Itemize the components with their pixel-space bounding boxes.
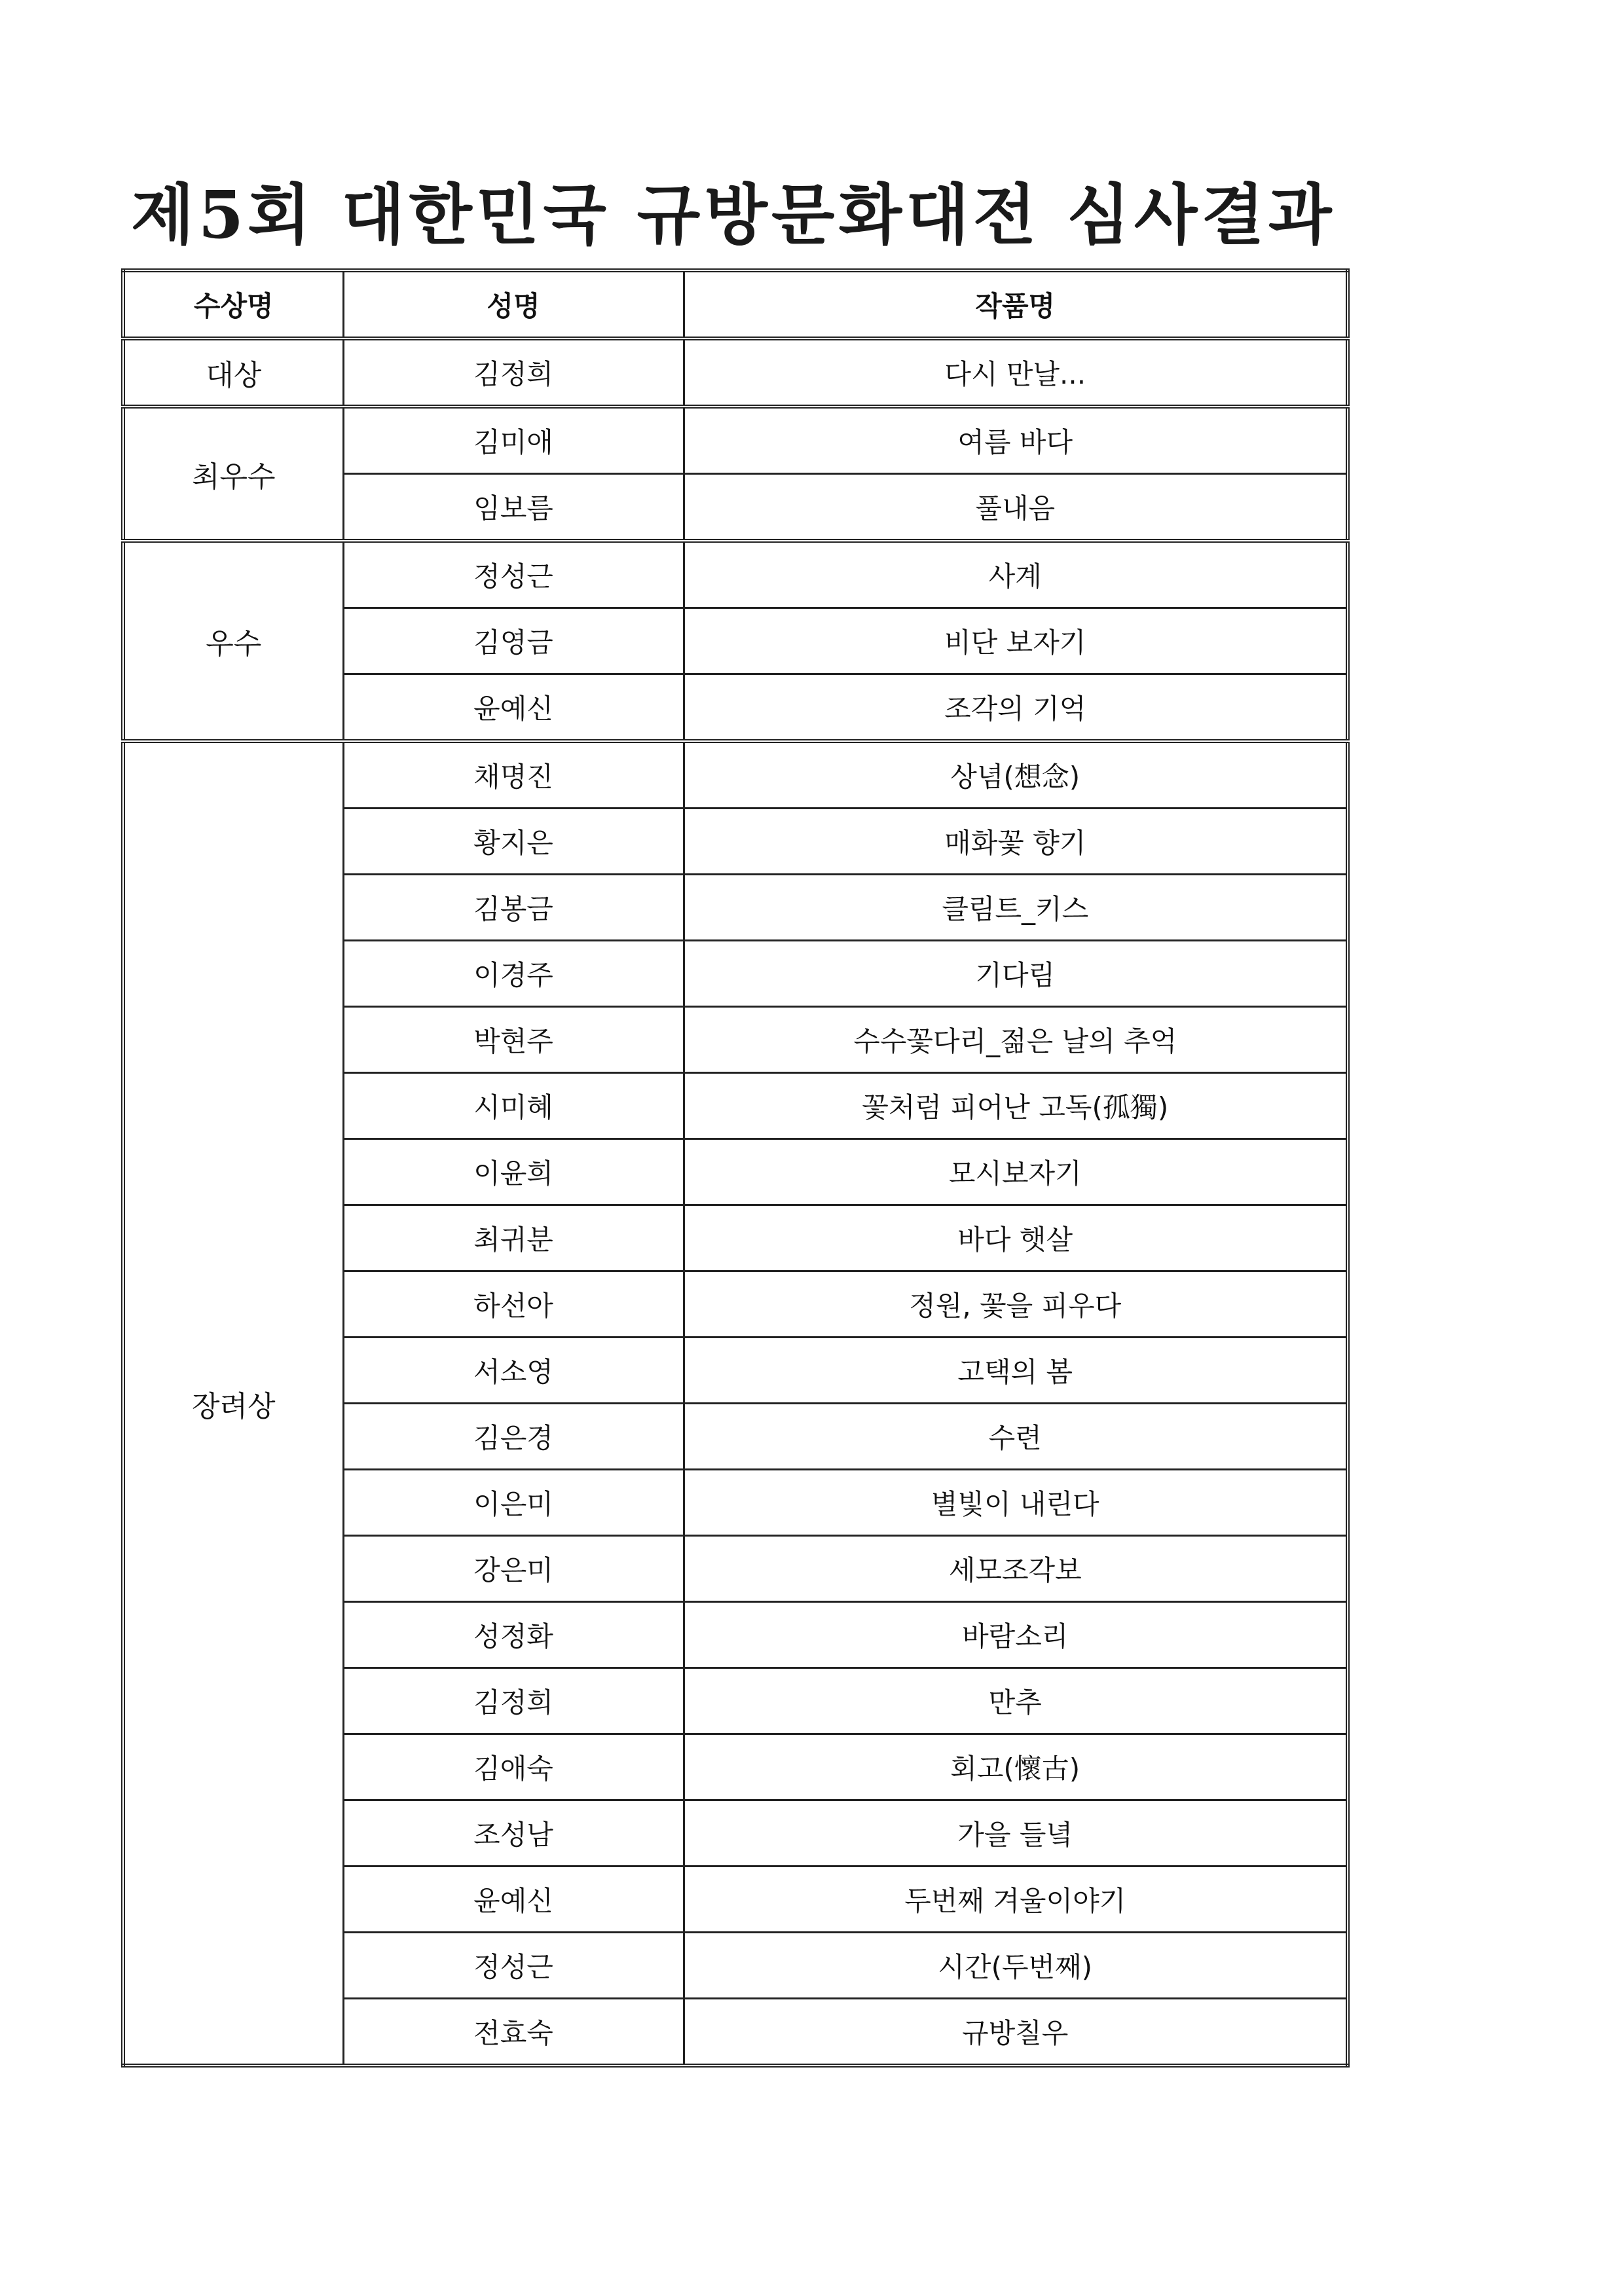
work-cell: 수수꽃다리_젊은 날의 추억	[684, 1007, 1348, 1073]
work-cell: 만추	[684, 1668, 1348, 1734]
name-cell: 황지은	[343, 809, 684, 875]
work-cell: 고택의 봄	[684, 1338, 1348, 1404]
table-row	[123, 541, 1348, 608]
work-cell: 매화꽃 향기	[684, 809, 1348, 875]
work-cell: 상념(想念)	[684, 741, 1348, 809]
name-cell: 김정희	[343, 338, 684, 407]
header-name: 성명	[343, 270, 684, 338]
work-cell: 모시보자기	[684, 1139, 1348, 1205]
table-header	[123, 270, 1348, 338]
work-cell: 수련	[684, 1404, 1348, 1470]
work-cell: 클림트_키스	[684, 875, 1348, 941]
name-cell: 성정화	[343, 1602, 684, 1668]
name-cell: 김애숙	[343, 1734, 684, 1800]
header-row	[123, 270, 1348, 338]
work-cell: 세모조각보	[684, 1536, 1348, 1602]
award-group	[123, 741, 1348, 2066]
name-cell: 채명진	[343, 741, 684, 809]
name-cell: 조성남	[343, 1800, 684, 1867]
work-cell: 바람소리	[684, 1602, 1348, 1668]
work-cell: 두번째 겨울이야기	[684, 1867, 1348, 1933]
name-cell: 김미애	[343, 407, 684, 474]
name-cell: 김영금	[343, 608, 684, 674]
work-cell: 정원, 꽃을 피우다	[684, 1271, 1348, 1338]
work-cell: 조각의 기억	[684, 674, 1348, 742]
name-cell: 김봉금	[343, 875, 684, 941]
name-cell: 윤예신	[343, 674, 684, 742]
name-cell: 임보름	[343, 474, 684, 541]
work-cell: 기다림	[684, 941, 1348, 1007]
name-cell: 이윤희	[343, 1139, 684, 1205]
name-cell: 서소영	[343, 1338, 684, 1404]
award-cell: 대상	[123, 338, 343, 407]
document-title: 제5회 대한민국 규방문화대전 심사결과	[131, 176, 1336, 253]
work-cell: 시간(두번째)	[684, 1933, 1348, 1999]
work-cell: 규방칠우	[684, 1999, 1348, 2066]
table-row	[123, 741, 1348, 809]
award-cell: 장려상	[123, 741, 343, 2066]
work-cell: 꽃처럼 피어난 고독(孤獨)	[684, 1073, 1348, 1139]
name-cell: 이경주	[343, 941, 684, 1007]
work-cell: 회고(懷古)	[684, 1734, 1348, 1800]
work-cell: 비단 보자기	[684, 608, 1348, 674]
header-award: 수상명	[123, 270, 343, 338]
name-cell: 최귀분	[343, 1205, 684, 1271]
name-cell: 김은경	[343, 1404, 684, 1470]
award-group	[123, 407, 1348, 541]
work-cell: 여름 바다	[684, 407, 1348, 474]
name-cell: 전효숙	[343, 1999, 684, 2066]
work-cell: 별빛이 내린다	[684, 1470, 1348, 1536]
name-cell: 정성근	[343, 1933, 684, 1999]
name-cell: 강은미	[343, 1536, 684, 1602]
name-cell: 하선아	[343, 1271, 684, 1338]
name-cell: 박현주	[343, 1007, 684, 1073]
award-cell: 최우수	[123, 407, 343, 541]
work-cell: 바다 햇살	[684, 1205, 1348, 1271]
name-cell: 정성근	[343, 541, 684, 608]
name-cell: 윤예신	[343, 1867, 684, 1933]
award-group	[123, 338, 1348, 407]
award-cell: 우수	[123, 541, 343, 741]
name-cell: 김정희	[343, 1668, 684, 1734]
work-cell: 사계	[684, 541, 1348, 608]
name-cell: 시미혜	[343, 1073, 684, 1139]
name-cell: 이은미	[343, 1470, 684, 1536]
work-cell: 다시 만날...	[684, 338, 1348, 407]
award-group	[123, 541, 1348, 741]
header-work: 작품명	[684, 270, 1348, 338]
work-cell: 가을 들녘	[684, 1800, 1348, 1867]
table-row	[123, 407, 1348, 474]
table-row	[123, 338, 1348, 407]
results-table	[121, 268, 1350, 2068]
work-cell: 풀내음	[684, 474, 1348, 541]
